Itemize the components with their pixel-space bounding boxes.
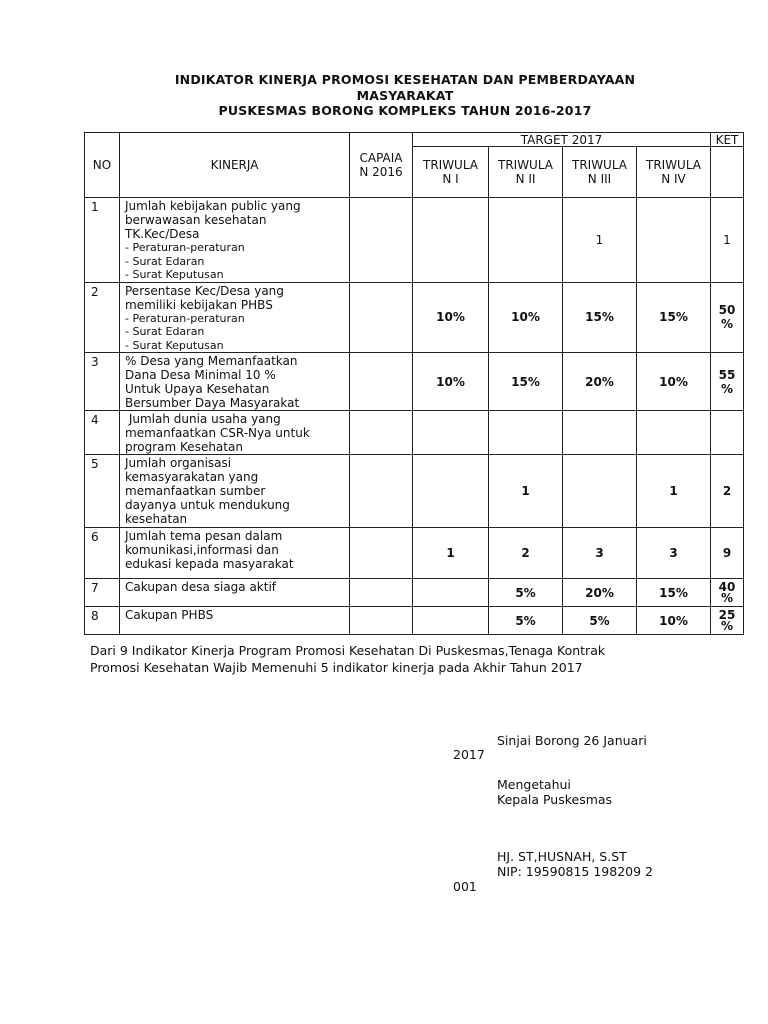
row-no: 5 <box>85 455 120 528</box>
row-no: 1 <box>85 198 120 283</box>
table-row <box>85 528 744 579</box>
row-capaian <box>350 528 413 579</box>
row-ket: 55 % <box>711 353 744 411</box>
row-tw2 <box>489 411 563 455</box>
row-kinerja: Cakupan desa siaga aktif <box>120 579 350 607</box>
table-row <box>85 198 744 283</box>
row-no: 4 <box>85 411 120 455</box>
row-tw2: 10% <box>489 282 563 353</box>
row-capaian <box>350 411 413 455</box>
row-ket: 9 <box>711 528 744 579</box>
row-kinerja: Jumlah organisasi kemasyarakatan yang memanfaatkan sumber dayanya untuk mendukung kesehatan <box>120 455 350 528</box>
row-capaian <box>350 607 413 635</box>
table-row <box>85 282 744 353</box>
row-tw1 <box>413 411 489 455</box>
row-tw4: 15% <box>637 579 711 607</box>
row-no: 8 <box>85 607 120 635</box>
signature-nip: NIP: 19590815 198209 2 <box>497 864 653 879</box>
row-tw3: 15% <box>563 282 637 353</box>
row-tw3 <box>563 455 637 528</box>
signature-name: HJ. ST,HUSNAH, S.ST <box>497 849 627 864</box>
row-tw2 <box>489 198 563 283</box>
row-no: 7 <box>85 579 120 607</box>
table-row <box>85 455 744 528</box>
row-capaian <box>350 579 413 607</box>
indicator-table <box>84 132 744 635</box>
row-tw4: 15% <box>637 282 711 353</box>
row-tw3: 20% <box>563 353 637 411</box>
row-capaian <box>350 198 413 283</box>
row-kinerja: % Desa yang Memanfaatkan Dana Desa Minimal 10 % Untuk Upaya Kesehatan Bersumber Daya Masyarakat <box>120 353 350 411</box>
header-triwulan-3: TRIWULA N III <box>563 147 637 198</box>
row-capaian <box>350 353 413 411</box>
signature-year: 2017 <box>453 747 485 762</box>
table-row <box>85 579 744 607</box>
row-tw1 <box>413 198 489 283</box>
table-row <box>85 607 744 635</box>
row-tw4: 10% <box>637 607 711 635</box>
header-capaian: CAPAIA N 2016 <box>350 133 413 198</box>
row-tw1: 10% <box>413 282 489 353</box>
row-kinerja: Jumlah kebijakan public yang berwawasan kesehatan TK.Kec/Desa - Peraturan-peraturan - Surat Edaran - Surat Keputusan <box>120 198 350 283</box>
row-tw4: 1 <box>637 455 711 528</box>
row-tw3: 20% <box>563 579 637 607</box>
document-title-line-1: INDIKATOR KINERJA PROMOSI KESEHATAN DAN PEMBERDAYAAN <box>174 72 636 87</box>
signature-position: Kepala Puskesmas <box>497 792 613 807</box>
row-tw1: 1 <box>413 528 489 579</box>
row-tw1: 10% <box>413 353 489 411</box>
document-title-line-3: PUSKESMAS BORONG KOMPLEKS TAHUN 2016-2017 <box>218 103 592 118</box>
row-ket: 1 <box>711 198 744 283</box>
header-kinerja: KINERJA <box>120 133 350 198</box>
row-ket: 50 % <box>711 282 744 353</box>
summary-note: Dari 9 Indikator Kinerja Program Promosi Kesehatan Di Puskesmas,Tenaga Kontrak Promosi Kesehatan Wajib Memenuhi 5 indikator kinerja pada Akhir Tahun 2017 <box>90 643 606 675</box>
row-tw4: 3 <box>637 528 711 579</box>
row-ket: 25 % <box>711 607 744 635</box>
row-tw2: 2 <box>489 528 563 579</box>
row-kinerja: Cakupan PHBS <box>120 607 350 635</box>
header-target-2017: TARGET 2017 <box>413 133 711 147</box>
row-capaian <box>350 282 413 353</box>
row-tw4: 10% <box>637 353 711 411</box>
row-tw1 <box>413 607 489 635</box>
signature-place-date: Sinjai Borong 26 Januari <box>497 733 647 748</box>
header-ket: KET <box>711 133 744 147</box>
header-triwulan-1: TRIWULA N I <box>413 147 489 198</box>
row-tw4 <box>637 411 711 455</box>
row-tw3: 1 <box>563 198 637 283</box>
signature-mengetahui: Mengetahui <box>497 777 571 792</box>
header-ket-blank <box>711 147 744 198</box>
header-no: NO <box>85 133 120 198</box>
row-no: 2 <box>85 282 120 353</box>
row-tw2: 5% <box>489 579 563 607</box>
row-tw1 <box>413 455 489 528</box>
row-kinerja: Jumlah dunia usaha yang memanfaatkan CSR-Nya untuk program Kesehatan <box>120 411 350 455</box>
row-tw2: 5% <box>489 607 563 635</box>
row-tw3: 3 <box>563 528 637 579</box>
row-kinerja: Persentase Kec/Desa yang memiliki kebijakan PHBS - Peraturan-peraturan - Surat Edaran - Surat Keputusan <box>120 282 350 353</box>
row-tw4 <box>637 198 711 283</box>
row-tw2: 15% <box>489 353 563 411</box>
table-row <box>85 411 744 455</box>
row-ket: 2 <box>711 455 744 528</box>
row-tw3 <box>563 411 637 455</box>
row-kinerja: Jumlah tema pesan dalam komunikasi,informasi dan edukasi kepada masyarakat <box>120 528 350 579</box>
row-ket: 40 % <box>711 579 744 607</box>
header-triwulan-4: TRIWULA N IV <box>637 147 711 198</box>
document-title-line-2: MASYARAKAT <box>356 88 454 103</box>
header-triwulan-2: TRIWULA N II <box>489 147 563 198</box>
table-row <box>85 353 744 411</box>
row-tw2: 1 <box>489 455 563 528</box>
row-tw1 <box>413 579 489 607</box>
signature-nip-continued: 001 <box>453 879 477 894</box>
row-capaian <box>350 455 413 528</box>
row-tw3: 5% <box>563 607 637 635</box>
row-no: 3 <box>85 353 120 411</box>
row-ket <box>711 411 744 455</box>
row-no: 6 <box>85 528 120 579</box>
